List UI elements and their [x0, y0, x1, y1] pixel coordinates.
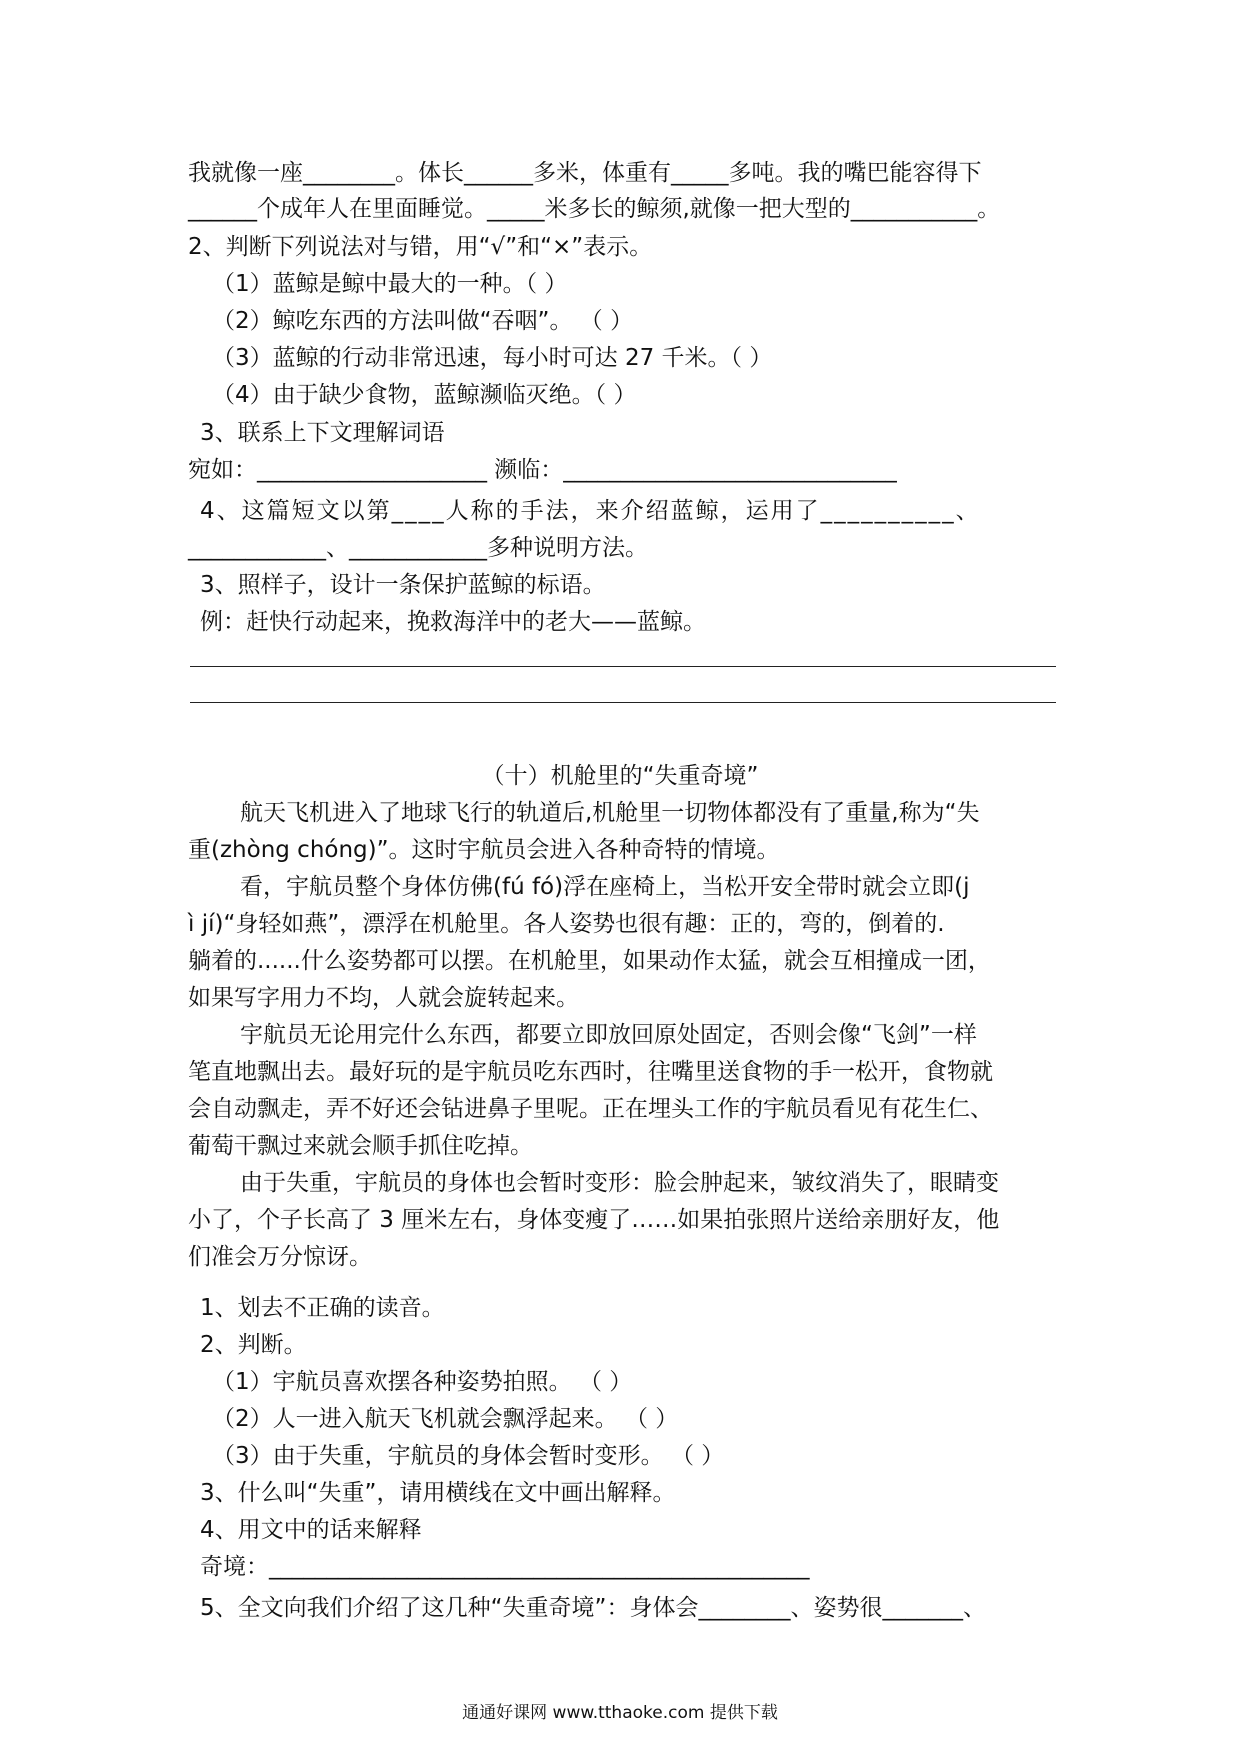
q10-2-item-3: （3）由于失重，宇航员的身体会暂时变形。 （ ） — [212, 1443, 725, 1469]
q10-1: 1、划去不正确的读音。 — [200, 1295, 445, 1321]
q9-5-title: 3、照样子，设计一条保护蓝鲸的标语。 — [200, 572, 606, 598]
passage10-line: 小了，个子长高了 3 厘米左右，身体变瘦了……如果拍张照片送给亲朋好友，他 — [188, 1207, 1000, 1233]
passage10-line: 笔直地飘出去。最好玩的是宇航员吃东西时，往嘴里送食物的手一松开，食物就 — [188, 1059, 993, 1085]
q9-3-words: 宛如：____________________ 濒临：_____________________________ — [188, 457, 897, 483]
q9-5-example: 例：赶快行动起来，挽救海洋中的老大——蓝鲸。 — [200, 609, 706, 635]
passage10-line: 葡萄干飘过来就会顺手抓住吃掉。 — [188, 1133, 533, 1159]
passage10-line: 躺着的......什么姿势都可以摆。在机舱里，如果动作太猛，就会互相撞成一团， — [188, 948, 991, 974]
page-footer: 通通好课网 www.tthaoke.com 提供下载 — [462, 1703, 778, 1723]
q10-2-item-1: （1）宇航员喜欢摆各种姿势拍照。 （ ） — [212, 1369, 633, 1395]
q10-5: 5、全文向我们介绍了这几种“失重奇境”：身体会________、姿势很_______、 — [200, 1595, 986, 1621]
answer-rule-2 — [190, 702, 1056, 703]
q9-4-line-2: ____________、____________多种说明方法。 — [188, 535, 648, 561]
q10-3: 3、什么叫“失重”，请用横线在文中画出解释。 — [200, 1480, 676, 1506]
q9-2-item-1: （1）蓝鲸是鲸中最大的一种。（ ） — [212, 271, 568, 297]
passage10-line: 重(zhòng chóng)”。这时宇航员会进入各种奇特的情境。 — [188, 837, 780, 863]
q10-2-title: 2、判断。 — [200, 1332, 307, 1358]
passage9-line-2: ______个成年人在里面睡觉。_____米多长的鲸须,就像一把大型的___________。 — [188, 196, 1001, 222]
q9-2-item-3: （3）蓝鲸的行动非常迅速，每小时可达 27 千米。（ ） — [212, 345, 773, 371]
passage10-line: 看，宇航员整个身体仿佛(fú fó)浮在座椅上，当松开安全带时就会立即(j — [240, 874, 970, 900]
passage10-line: 宇航员无论用完什么东西，都要立即放回原处固定，否则会像“飞剑”一样 — [240, 1022, 977, 1048]
passage10-line: 会自动飘走，弄不好还会钻进鼻子里呢。正在埋头工作的宇航员看见有花生仁、 — [188, 1096, 993, 1122]
answer-rule-1 — [190, 666, 1056, 667]
passage10-line: 如果写字用力不均，人就会旋转起来。 — [188, 985, 579, 1011]
passage9-line-1: 我就像一座________。体长______多米，体重有_____多吨。我的嘴巴能容得下 — [188, 160, 982, 186]
q9-2-item-4: （4）由于缺少食物，蓝鲸濒临灭绝。（ ） — [212, 382, 637, 408]
q9-4-line-1: 4、这篇短文以第____人称的手法，来介绍蓝鲸，运用了__________、 — [200, 498, 981, 524]
passage10-line: 由于失重，宇航员的身体也会暂时变形：脸会肿起来，皱纹消失了，眼睛变 — [240, 1170, 999, 1196]
passage10-line: 航天飞机进入了地球飞行的轨道后,机舱里一切物体都没有了重量,称为“失 — [240, 800, 980, 826]
q9-3-title: 3、联系上下文理解词语 — [200, 420, 445, 446]
q9-2-item-2: （2）鲸吃东西的方法叫做“吞咽”。 （ ） — [212, 308, 634, 334]
q10-2-item-2: （2）人一进入航天飞机就会飘浮起来。 （ ） — [212, 1406, 679, 1432]
q10-4-line: 奇境：_______________________________________________ — [200, 1554, 810, 1580]
passage10-title: （十）机舱里的“失重奇境” — [481, 763, 759, 789]
passage10-line: ì jí)“身轻如燕”，漂浮在机舱里。各人姿势也很有趣：正的，弯的，倒着的. — [188, 911, 945, 937]
q10-4-title: 4、用文中的话来解释 — [200, 1517, 422, 1543]
passage10-line: 们准会万分惊讶。 — [188, 1244, 372, 1270]
q9-2-title: 2、判断下列说法对与错，用“√”和“×”表示。 — [188, 234, 653, 260]
